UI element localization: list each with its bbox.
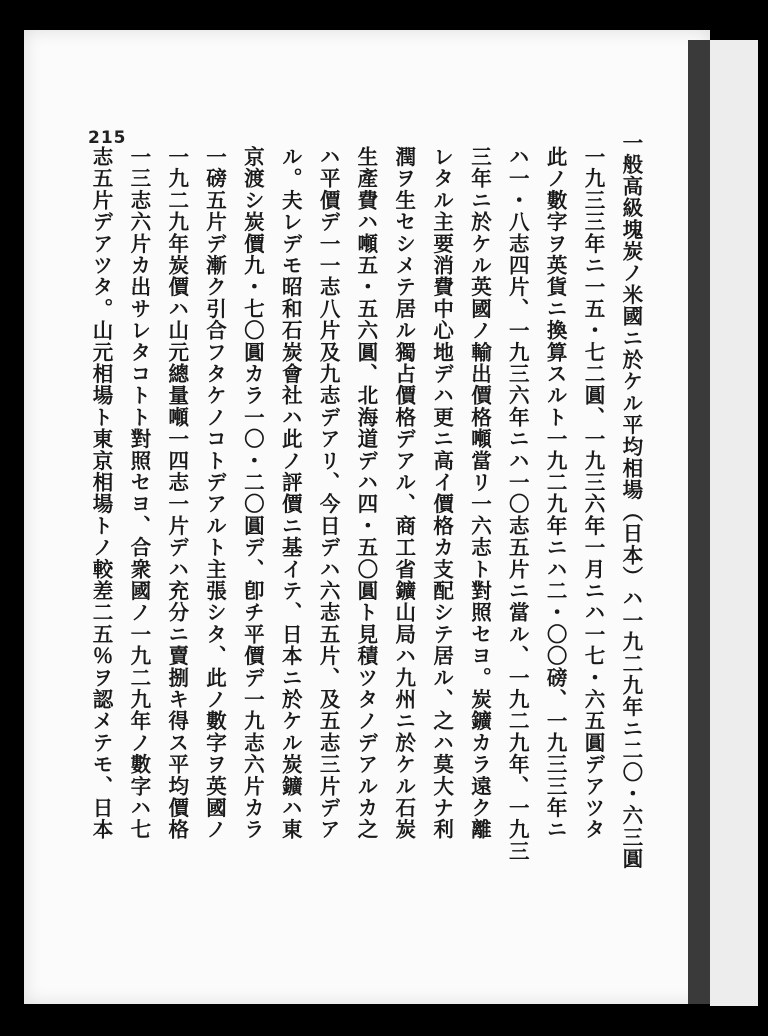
text-column: 志五片デアツタ。山元相場ト東京相場トノ較差二五％ヲ認メテモ、日本 xyxy=(89,146,113,841)
text-column: 一般高級塊炭ノ米國ニ於ケル平均相場（日本）ハ一九二九年ニ二〇・六三圓 xyxy=(618,132,643,870)
text-column: 一九二九年炭價ハ山元總量噸一四志一片デハ充分ニ賣捌キ得ス平均價格 xyxy=(164,146,189,841)
text-column: 一磅五片デ漸ク引合フタケノコトデアルト主張シタ、此ノ數字ヲ英國ノ xyxy=(202,146,227,841)
text-column: 潤ヲ生セシメテ居ル獨占價格デアル、商工省鑛山局ハ九州ニ於ケル石炭 xyxy=(391,146,416,841)
vertical-text-block xyxy=(86,128,646,938)
text-column: 生產費ハ噸五・五六圓、北海道デハ四・五〇圓ト見積ツタノデアルカ之 xyxy=(353,146,378,841)
text-column: 此ノ數字ヲ英貨ニ換算スルト一九二九年ニハ二・〇〇磅、一九三三年ニ xyxy=(543,146,568,841)
text-column: レタル主要消費中心地デハ更ニ高イ價格カ支配シテ居ル、之ハ莫大ナ利 xyxy=(429,146,454,841)
text-column: 京渡シ炭價九・七〇圓カラ一〇・二〇圓デ、卽チ平價デ一九志六片カラ xyxy=(240,146,265,841)
text-column: ハ一・八志四片、一九三六年ニハ一〇志五片ニ當ル、一九二九年、一九三 xyxy=(505,146,530,863)
text-column: ル。夫レデモ昭和石炭會社ハ此ノ評價ニ基イテ、日本ニ於ケル炭鑛ハ東 xyxy=(278,146,303,841)
text-column: 一九三三年ニ一五・七二圓、一九三六年一月ニハ一七・六五圓デアツタ xyxy=(580,146,605,841)
facing-page-edge xyxy=(710,40,758,1006)
book-spine xyxy=(688,40,710,1004)
text-column: 三年ニ於ケル英國ノ輸出價格噸當リ一六志ト對照セヨ。炭鑛カラ遠ク離 xyxy=(467,146,492,841)
text-column: ハ平價デ一一志八片及九志デアリ、今日デハ六志五片、及五志三片デア xyxy=(316,146,341,841)
text-column: 一三志六片カ出サレタコトト對照セヨ、合衆國ノ一九二九年ノ數字ハ七 xyxy=(126,146,151,841)
page-number: 215 xyxy=(88,128,127,148)
